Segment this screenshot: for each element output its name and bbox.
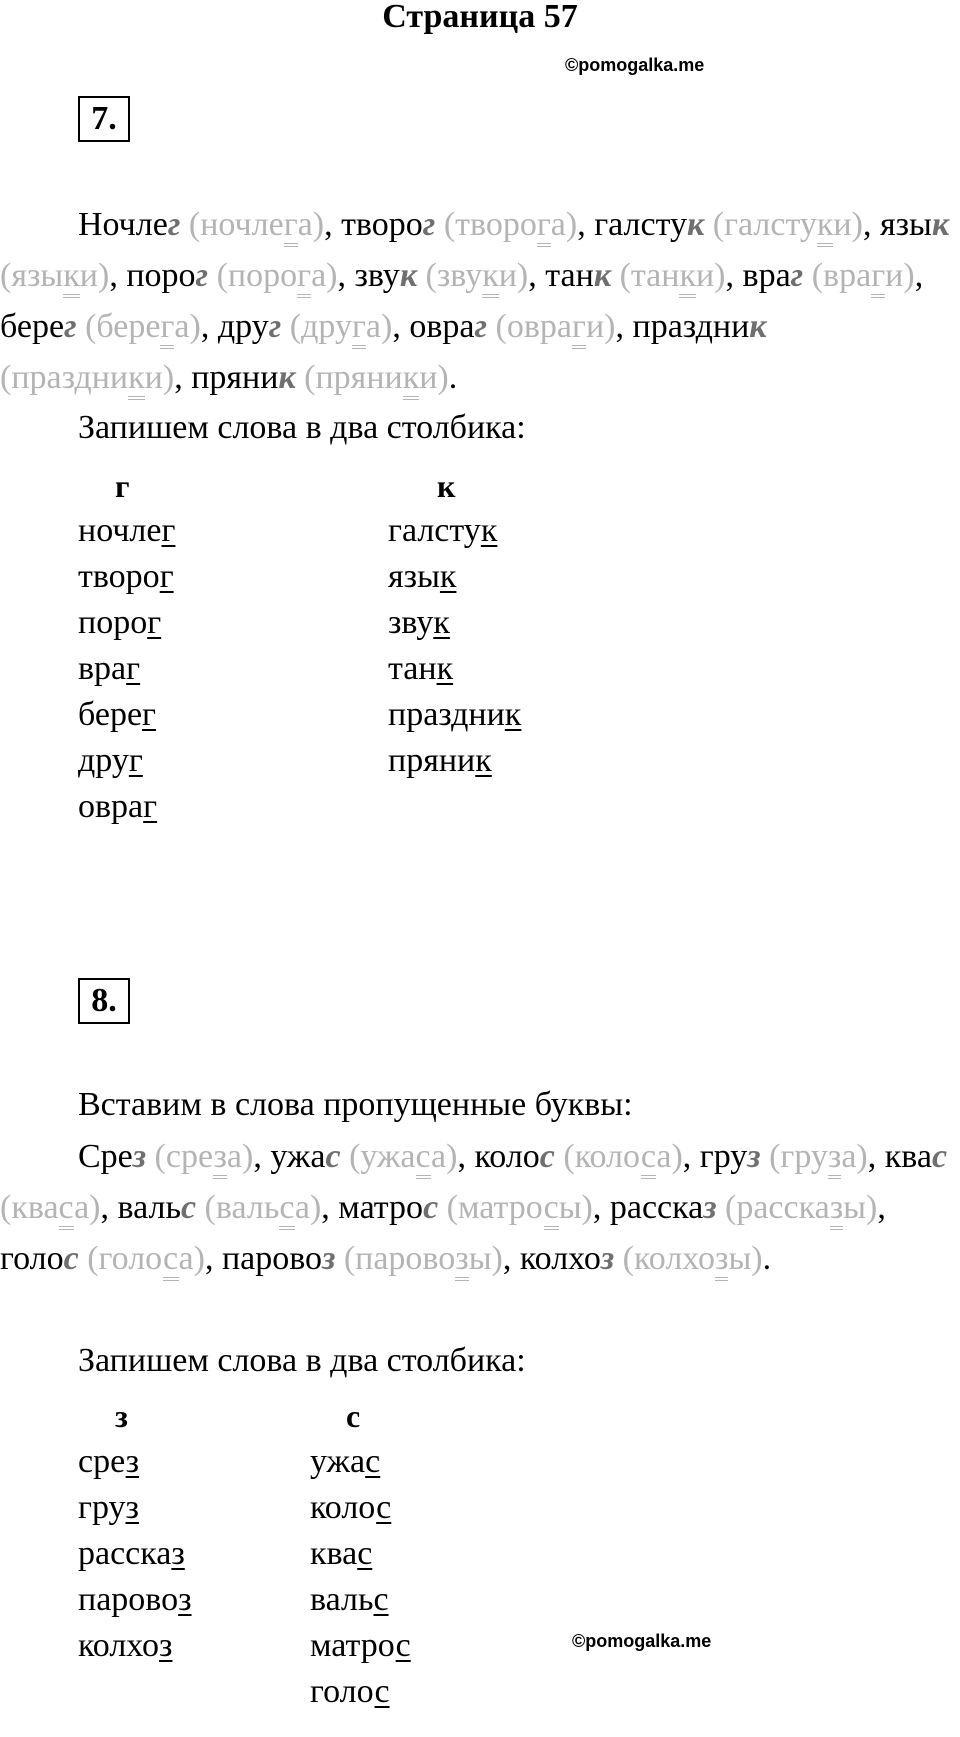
inserted-letter: з xyxy=(132,1138,147,1175)
check-word: и) xyxy=(885,257,915,294)
check-word: (вра xyxy=(803,257,872,294)
text-fragment: , парово xyxy=(204,1240,323,1277)
column-word xyxy=(78,1627,172,1665)
inserted-letter: к xyxy=(749,308,767,345)
exercise-7-column-k-heading: к xyxy=(437,468,456,504)
column-word xyxy=(388,558,456,596)
column-word xyxy=(78,604,161,642)
inserted-letter: к xyxy=(931,206,950,243)
word-ending-underlined: з xyxy=(171,1535,185,1572)
word-ending-underlined: с xyxy=(374,1673,390,1710)
word-stem: вра xyxy=(78,650,127,687)
check-word: а) xyxy=(431,1138,458,1175)
check-letter: з xyxy=(455,1240,468,1281)
check-letter: г xyxy=(284,206,298,247)
check-word: а) xyxy=(297,206,325,243)
check-word: (сре xyxy=(146,1138,214,1175)
word-ending-underlined: к xyxy=(433,604,450,641)
text-fragment: , гру xyxy=(682,1138,748,1175)
exercise-8-subtitle: Запишем слова в два столбика: xyxy=(78,1342,526,1379)
check-word: а) xyxy=(174,308,201,345)
check-letter: с xyxy=(544,1189,559,1230)
inserted-letter: з xyxy=(600,1240,615,1277)
check-word: ы) xyxy=(468,1240,503,1277)
exercise-8-column-s-heading: с xyxy=(346,1398,361,1434)
inserted-letter: с xyxy=(931,1138,948,1175)
check-word: и) xyxy=(833,206,863,243)
column-word xyxy=(78,1443,139,1481)
column-word xyxy=(388,742,492,780)
inserted-letter: г xyxy=(167,206,181,243)
column-word xyxy=(78,742,143,780)
inserted-letter: г xyxy=(474,308,488,345)
word-stem: матро xyxy=(310,1627,396,1664)
inserted-letter: с xyxy=(180,1189,197,1226)
word-ending-underlined: с xyxy=(365,1443,381,1480)
text-fragment: , расска xyxy=(592,1189,704,1226)
text-fragment: , поро xyxy=(109,257,196,294)
word-stem: праздни xyxy=(388,696,505,733)
check-letter: з xyxy=(213,1138,226,1179)
word-ending-underlined: с xyxy=(376,1489,392,1526)
word-ending-underlined: с xyxy=(373,1581,389,1618)
check-word: (дру xyxy=(281,308,352,345)
check-word: и) xyxy=(419,359,449,396)
column-word xyxy=(310,1673,390,1711)
inserted-letter: г xyxy=(790,257,804,294)
text-fragment: , матро xyxy=(321,1189,424,1226)
check-word: а) xyxy=(550,206,578,243)
exercise-7-column-g-heading: г xyxy=(115,468,130,504)
word-ending-underlined: г xyxy=(143,788,158,825)
text-fragment: , галсту xyxy=(577,206,688,243)
text-fragment: , тан xyxy=(528,257,594,294)
check-word: и) xyxy=(498,257,529,294)
text-fragment: , валь xyxy=(100,1189,181,1226)
inserted-letter: с xyxy=(325,1138,341,1175)
word-stem: овра xyxy=(78,788,144,825)
inserted-letter: з xyxy=(747,1138,761,1175)
text-fragment: , творо xyxy=(324,206,423,243)
check-word: (овра xyxy=(487,308,573,345)
text-fragment: . xyxy=(448,359,458,396)
check-letter: з xyxy=(715,1240,728,1281)
word-stem: коло xyxy=(310,1489,377,1526)
check-letter: к xyxy=(63,257,80,298)
column-word xyxy=(78,512,175,550)
text-fragment: , колхо xyxy=(502,1240,601,1277)
check-word: (бере xyxy=(76,308,161,345)
word-stem: колхо xyxy=(78,1627,160,1664)
check-word: (коло xyxy=(554,1138,641,1175)
check-letter: з xyxy=(828,1138,841,1179)
check-word: а) xyxy=(226,1138,254,1175)
word-ending-underlined: с xyxy=(357,1535,373,1572)
check-word: (валь xyxy=(196,1189,280,1226)
column-word xyxy=(78,650,140,688)
check-letter: к xyxy=(679,257,696,298)
check-word: ы) xyxy=(843,1189,878,1226)
check-word: (матро xyxy=(438,1189,544,1226)
watermark-bottom: ©pomogalka.me xyxy=(572,1631,712,1651)
inserted-letter: к xyxy=(399,257,418,294)
check-word: и) xyxy=(585,308,616,345)
word-stem: язы xyxy=(388,558,440,595)
check-letter: к xyxy=(482,257,499,298)
check-word: (голо xyxy=(78,1240,164,1277)
word-ending-underlined: з xyxy=(125,1489,139,1526)
text-fragment: , вра xyxy=(725,257,791,294)
exercise-8-text xyxy=(0,1131,952,1284)
check-word: а) xyxy=(311,257,338,294)
column-word xyxy=(388,696,521,734)
inserted-letter: к xyxy=(687,206,705,243)
word-stem: парово xyxy=(78,1581,179,1618)
check-word: (ква xyxy=(0,1189,59,1226)
word-ending-underlined: з xyxy=(159,1627,173,1664)
check-word: ы) xyxy=(728,1240,763,1277)
word-stem: бере xyxy=(78,696,143,733)
check-word: а) xyxy=(74,1189,101,1226)
check-word: а) xyxy=(365,308,393,345)
check-word: (галсту xyxy=(704,206,817,243)
check-word: (пряни xyxy=(295,359,403,396)
inserted-letter: с xyxy=(423,1189,439,1226)
word-stem: пряни xyxy=(388,742,476,779)
check-word: (гру xyxy=(760,1138,828,1175)
check-word: (колхо xyxy=(614,1240,715,1277)
text-fragment: , бере xyxy=(0,257,924,345)
column-word xyxy=(388,604,450,642)
watermark: ©pomogalka.me xyxy=(565,55,705,75)
word-stem: ква xyxy=(310,1535,358,1572)
word-ending-underlined: г xyxy=(126,650,141,687)
page-title: Страница 57 xyxy=(382,0,578,35)
column-word xyxy=(78,1581,192,1619)
inserted-letter: к xyxy=(593,257,612,294)
column-word xyxy=(78,696,156,734)
text-fragment: , дру xyxy=(200,308,269,345)
check-word: а) xyxy=(841,1138,868,1175)
column-word xyxy=(78,1489,139,1527)
check-letter: с xyxy=(279,1189,295,1230)
word-stem: гру xyxy=(78,1489,126,1526)
column-word xyxy=(310,1489,391,1527)
check-letter: с xyxy=(59,1189,75,1230)
column-word xyxy=(78,788,157,826)
word-ending-underlined: з xyxy=(178,1581,192,1618)
word-ending-underlined: г xyxy=(142,696,156,733)
check-word: (парово xyxy=(335,1240,456,1277)
check-word: (творо xyxy=(435,206,537,243)
check-word: и) xyxy=(695,257,726,294)
check-word: а) xyxy=(656,1138,683,1175)
check-word: (язы xyxy=(0,257,64,294)
text-fragment: , зву xyxy=(337,257,400,294)
text-fragment: , язы xyxy=(862,206,932,243)
word-stem: дру xyxy=(78,742,129,779)
check-word: (ужа xyxy=(340,1138,416,1175)
check-word: ы) xyxy=(558,1189,593,1226)
inserted-letter: г xyxy=(422,206,436,243)
check-word: а) xyxy=(294,1189,322,1226)
text-fragment: , ква xyxy=(867,1138,932,1175)
check-letter: г xyxy=(352,308,366,349)
text-fragment: , пряни xyxy=(174,359,279,396)
text-fragment: , овра xyxy=(392,308,475,345)
check-letter: с xyxy=(416,1138,432,1179)
check-letter: г xyxy=(572,308,586,349)
inserted-letter: к xyxy=(278,359,296,396)
word-stem: сре xyxy=(78,1443,126,1480)
word-ending-underlined: г xyxy=(147,604,162,641)
word-stem: ужа xyxy=(310,1443,366,1480)
exercise-8-number: 8. xyxy=(78,978,130,1024)
word-stem: поро xyxy=(78,604,148,641)
check-letter: г xyxy=(160,308,174,349)
inserted-letter: з xyxy=(322,1240,336,1277)
inserted-letter: г xyxy=(64,308,77,345)
word-ending-underlined: к xyxy=(436,650,454,687)
column-word xyxy=(78,558,174,596)
text-fragment: Ночле xyxy=(78,206,168,243)
text-fragment: , ужа xyxy=(253,1138,326,1175)
word-ending-underlined: г xyxy=(159,558,174,595)
word-ending-underlined: г xyxy=(161,512,176,549)
exercise-8-intro: Вставим в слова пропущенные буквы: xyxy=(78,1086,633,1123)
word-stem: голо xyxy=(310,1673,375,1710)
word-ending-underlined: к xyxy=(480,512,498,549)
word-stem: зву xyxy=(388,604,434,641)
check-letter: с xyxy=(163,1240,179,1281)
text-fragment: Сре xyxy=(78,1138,133,1175)
word-ending-underlined: к xyxy=(439,558,457,595)
check-word: (поро xyxy=(208,257,298,294)
word-ending-underlined: с xyxy=(395,1627,411,1664)
inserted-letter: г xyxy=(195,257,209,294)
column-word xyxy=(310,1627,411,1665)
check-word: (расска xyxy=(716,1189,830,1226)
inserted-letter: з xyxy=(703,1189,717,1226)
text-fragment: , голо xyxy=(0,1189,886,1277)
exercise-7-subtitle: Запишем слова в два столбика: xyxy=(78,409,526,446)
check-letter: з xyxy=(830,1189,843,1230)
text-fragment: , праздни xyxy=(615,308,750,345)
check-letter: г xyxy=(537,206,551,247)
check-word: (зву xyxy=(417,257,483,294)
word-ending-underlined: з xyxy=(125,1443,140,1480)
inserted-letter: г xyxy=(268,308,282,345)
word-ending-underlined: к xyxy=(475,742,492,779)
column-word xyxy=(388,650,453,688)
check-letter: к xyxy=(403,359,420,400)
check-word: а) xyxy=(178,1240,205,1277)
exercise-7-number: 7. xyxy=(78,96,130,142)
check-word: (праздни xyxy=(0,359,129,396)
inserted-letter: с xyxy=(539,1138,555,1175)
column-word xyxy=(310,1581,389,1619)
check-letter: г xyxy=(871,257,885,298)
check-letter: г xyxy=(297,257,311,298)
check-letter: к xyxy=(128,359,145,400)
exercise-8-column-z-heading: з xyxy=(115,1398,128,1434)
word-stem: тан xyxy=(388,650,437,687)
column-word xyxy=(388,512,497,550)
exercise-7-text xyxy=(0,199,952,403)
check-word: и) xyxy=(144,359,175,396)
word-stem: валь xyxy=(310,1581,374,1618)
inserted-letter: с xyxy=(63,1240,79,1277)
word-stem: творо xyxy=(78,558,160,595)
column-word xyxy=(310,1535,372,1573)
word-stem: ночле xyxy=(78,512,162,549)
check-word: (тан xyxy=(611,257,680,294)
word-stem: галсту xyxy=(388,512,481,549)
check-word: и) xyxy=(79,257,110,294)
check-letter: к xyxy=(817,206,834,247)
check-word: (ночле xyxy=(180,206,284,243)
text-fragment: . xyxy=(762,1240,772,1277)
column-word xyxy=(310,1443,380,1481)
word-ending-underlined: к xyxy=(504,696,522,733)
text-fragment: , коло xyxy=(457,1138,540,1175)
check-letter: с xyxy=(641,1138,657,1179)
word-stem: расска xyxy=(78,1535,172,1572)
word-ending-underlined: г xyxy=(128,742,143,779)
column-word xyxy=(78,1535,185,1573)
